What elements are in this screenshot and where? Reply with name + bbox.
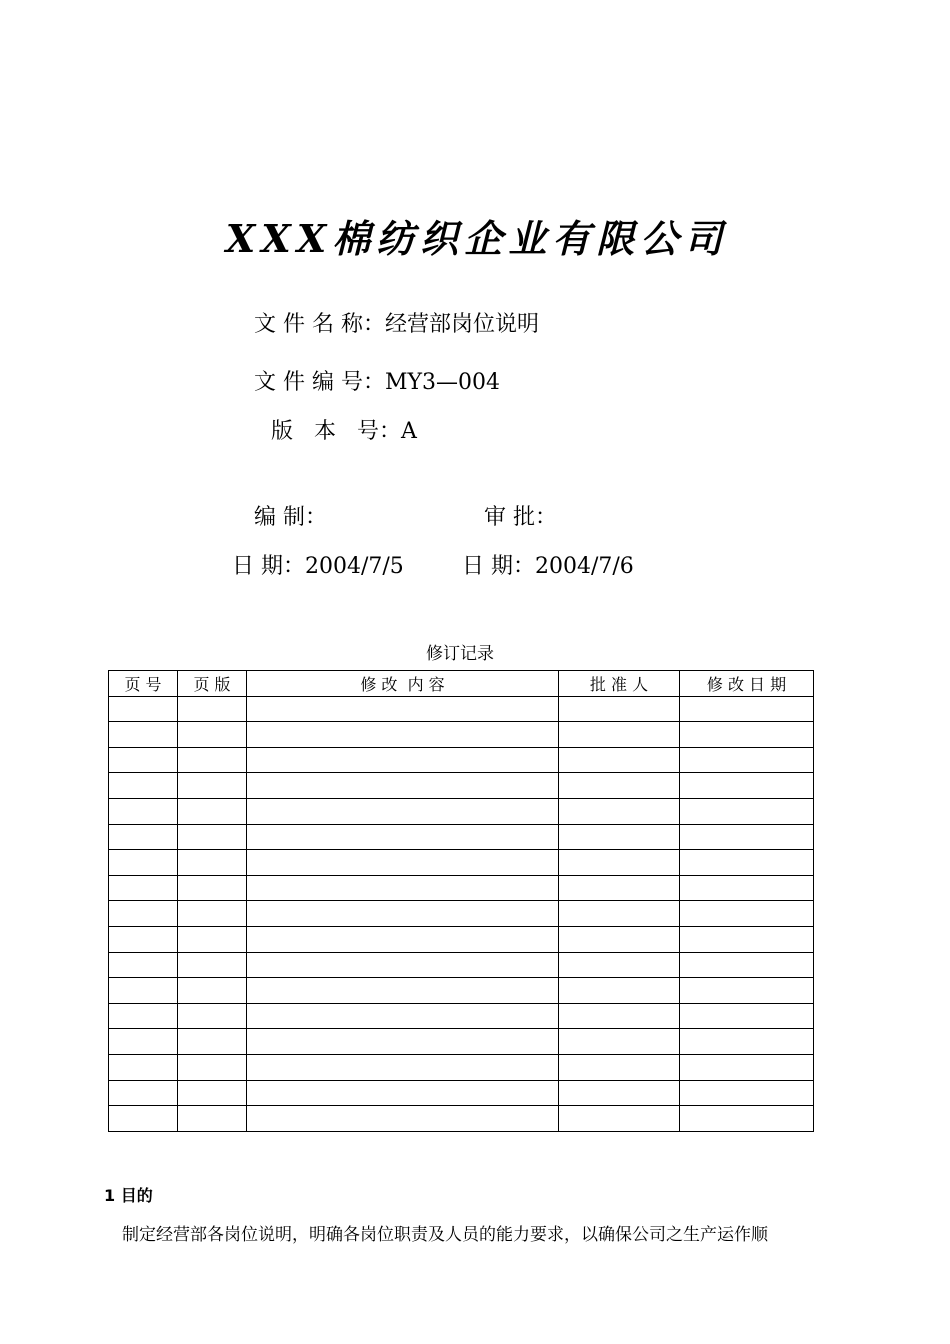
compiled-by-field [254, 503, 327, 533]
table-row [109, 1054, 814, 1080]
table-cell [178, 722, 247, 748]
table-cell [559, 952, 680, 978]
table-row [109, 926, 814, 952]
table-cell [680, 1080, 814, 1106]
header-change-date: 修 改 日 期 [680, 671, 814, 697]
revision-record-caption: 修订记录 [426, 644, 494, 664]
header-page-no: 页 号 [109, 671, 178, 697]
approved-date-label: 日 期： [462, 554, 535, 579]
compiled-by-label: 编 制： [254, 505, 327, 530]
table-cell [247, 798, 559, 824]
table-cell [109, 1106, 178, 1132]
table-cell [247, 850, 559, 876]
table-cell [109, 901, 178, 927]
table-cell [680, 926, 814, 952]
table-cell [109, 850, 178, 876]
table-cell [109, 1054, 178, 1080]
table-cell [680, 1054, 814, 1080]
table-row [109, 722, 814, 748]
table-cell [178, 926, 247, 952]
section-1-paragraph: 制定经营部各岗位说明，明确各岗位职责及人员的能力要求，以确保公司之生产运作顺 [122, 1225, 768, 1245]
table-cell [247, 978, 559, 1004]
table-cell [559, 1080, 680, 1106]
version-value: A [400, 419, 417, 444]
table-cell [680, 722, 814, 748]
table-row [109, 747, 814, 773]
table-cell [178, 1080, 247, 1106]
table-cell [109, 1029, 178, 1055]
table-cell [680, 850, 814, 876]
table-cell [247, 1080, 559, 1106]
table-cell [680, 901, 814, 927]
table-cell [178, 696, 247, 722]
table-cell [247, 926, 559, 952]
compiled-date-field [232, 552, 404, 582]
table-cell [247, 722, 559, 748]
table-cell [247, 1029, 559, 1055]
table-row [109, 1029, 814, 1055]
table-cell [109, 722, 178, 748]
revision-header-row [109, 671, 814, 697]
file-name-value: 经营部岗位说明 [384, 312, 539, 337]
table-cell [247, 1003, 559, 1029]
table-cell [109, 773, 178, 799]
table-row [109, 1003, 814, 1029]
table-cell [247, 1106, 559, 1132]
table-cell [559, 798, 680, 824]
table-cell [109, 824, 178, 850]
revision-record-table [108, 670, 814, 1132]
table-row [109, 901, 814, 927]
table-cell [178, 773, 247, 799]
table-cell [680, 798, 814, 824]
table-cell [178, 850, 247, 876]
version-label: 版 本 号： [271, 419, 401, 444]
table-cell [247, 824, 559, 850]
table-cell [178, 952, 247, 978]
file-name-field [254, 310, 539, 340]
table-cell [680, 978, 814, 1004]
table-cell [680, 824, 814, 850]
table-cell [559, 722, 680, 748]
header-approver: 批 准 人 [559, 671, 680, 697]
table-cell [680, 773, 814, 799]
table-cell [178, 824, 247, 850]
table-row [109, 696, 814, 722]
table-cell [109, 798, 178, 824]
table-cell [109, 1080, 178, 1106]
table-cell [247, 875, 559, 901]
table-cell [109, 978, 178, 1004]
table-cell [680, 1029, 814, 1055]
version-field [271, 417, 417, 447]
table-cell [559, 1003, 680, 1029]
compiled-date-value: 2004/7/5 [305, 554, 404, 579]
table-cell [680, 952, 814, 978]
table-cell [680, 1106, 814, 1132]
table-cell [109, 952, 178, 978]
table-row [109, 824, 814, 850]
table-cell [109, 747, 178, 773]
table-cell [247, 773, 559, 799]
table-cell [178, 798, 247, 824]
table-row [109, 850, 814, 876]
table-row [109, 952, 814, 978]
table-cell [680, 1003, 814, 1029]
approved-date-value: 2004/7/6 [535, 554, 634, 579]
table-cell [680, 696, 814, 722]
approved-by-field [484, 503, 557, 533]
table-row [109, 978, 814, 1004]
table-cell [178, 1054, 247, 1080]
compiled-date-label: 日 期： [232, 554, 305, 579]
table-cell [109, 875, 178, 901]
table-cell [559, 1106, 680, 1132]
table-cell [559, 901, 680, 927]
table-cell [559, 926, 680, 952]
table-cell [559, 850, 680, 876]
table-cell [109, 696, 178, 722]
table-cell [559, 1029, 680, 1055]
table-row [109, 1106, 814, 1132]
table-cell [178, 978, 247, 1004]
table-row [109, 773, 814, 799]
table-cell [178, 1029, 247, 1055]
file-number-label: 文 件 编 号： [254, 370, 385, 395]
file-number-field [254, 368, 500, 398]
header-page-version: 页 版 [178, 671, 247, 697]
company-title: XXX棉纺织企业有限公司 [225, 216, 729, 261]
table-cell [247, 1054, 559, 1080]
table-cell [178, 747, 247, 773]
table-cell [247, 952, 559, 978]
table-cell [178, 1106, 247, 1132]
approved-by-label: 审 批： [484, 505, 557, 530]
table-cell [559, 696, 680, 722]
table-row [109, 875, 814, 901]
table-cell [559, 824, 680, 850]
table-cell [559, 773, 680, 799]
table-cell [559, 978, 680, 1004]
section-1-heading: 1 目的 [104, 1186, 153, 1205]
table-cell [178, 1003, 247, 1029]
table-row [109, 1080, 814, 1106]
table-cell [247, 747, 559, 773]
table-cell [247, 696, 559, 722]
file-name-label: 文 件 名 称： [254, 312, 385, 337]
table-cell [178, 901, 247, 927]
file-number-value: MY3—004 [384, 370, 501, 395]
revision-rows [109, 696, 814, 1131]
table-cell [109, 926, 178, 952]
header-change-content: 修 改 内 容 [247, 671, 559, 697]
table-cell [559, 747, 680, 773]
table-cell [680, 875, 814, 901]
table-cell [109, 1003, 178, 1029]
approved-date-field [462, 552, 634, 582]
table-cell [247, 901, 559, 927]
table-cell [680, 747, 814, 773]
table-row [109, 798, 814, 824]
table-cell [559, 875, 680, 901]
table-cell [178, 875, 247, 901]
table-cell [559, 1054, 680, 1080]
